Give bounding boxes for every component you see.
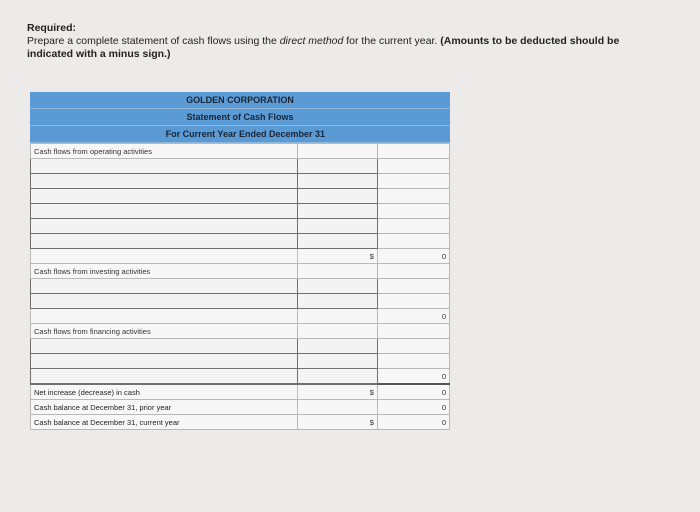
empty-cell (377, 324, 449, 339)
company-name: GOLDEN CORPORATION (30, 92, 450, 109)
net-change-value: 0 (377, 384, 449, 400)
operating-item-input[interactable] (31, 159, 298, 174)
empty-cell (377, 354, 449, 369)
empty-cell (377, 159, 449, 174)
operating-item-input[interactable] (31, 204, 298, 219)
empty-cell (31, 309, 298, 324)
operating-total: 0 (377, 249, 449, 264)
investing-amount-input[interactable] (297, 294, 377, 309)
financing-amount-input[interactable] (297, 339, 377, 354)
empty-cell (377, 219, 449, 234)
cash-flow-statement (30, 92, 450, 430)
empty-cell (377, 264, 449, 279)
financing-section-label: Cash flows from financing activities (31, 324, 298, 339)
financing-item-input[interactable] (31, 339, 298, 354)
net-change-currency: $ (297, 384, 377, 400)
investing-item-input[interactable] (31, 279, 298, 294)
empty-cell (297, 324, 377, 339)
current-year-cash-value: 0 (377, 415, 449, 430)
net-change-label: Net increase (decrease) in cash (31, 384, 298, 400)
investing-total: 0 (377, 309, 449, 324)
empty-cell (31, 249, 298, 264)
financing-amount-input[interactable] (297, 369, 377, 385)
operating-item-input[interactable] (31, 219, 298, 234)
instruction-note-continued: indicated with a minus sign.) (27, 48, 171, 60)
empty-cell (377, 144, 449, 159)
empty-cell (377, 294, 449, 309)
operating-amount-input[interactable] (297, 189, 377, 204)
statement-period: For Current Year Ended December 31 (30, 126, 450, 143)
current-year-cash-label: Cash balance at December 31, current year (31, 415, 298, 430)
operating-total-currency: $ (297, 249, 377, 264)
operating-amount-input[interactable] (297, 234, 377, 249)
financing-item-input[interactable] (31, 369, 298, 385)
empty-cell (377, 279, 449, 294)
statement-title: Statement of Cash Flows (30, 109, 450, 126)
instruction-note: (Amounts to be deducted should be (440, 35, 620, 47)
operating-item-input[interactable] (31, 189, 298, 204)
operating-amount-input[interactable] (297, 204, 377, 219)
empty-cell (377, 339, 449, 354)
statement-table (30, 143, 450, 430)
operating-item-input[interactable] (31, 234, 298, 249)
prior-year-cash-label: Cash balance at December 31, prior year (31, 400, 298, 415)
current-year-cash-currency: $ (297, 415, 377, 430)
empty-cell (297, 144, 377, 159)
empty-cell (377, 204, 449, 219)
financing-total: 0 (377, 369, 449, 385)
empty-cell (297, 309, 377, 324)
operating-amount-input[interactable] (297, 219, 377, 234)
instructions (27, 22, 697, 61)
operating-section-label: Cash flows from operating activities (31, 144, 298, 159)
empty-cell (377, 234, 449, 249)
operating-item-input[interactable] (31, 174, 298, 189)
operating-amount-input[interactable] (297, 159, 377, 174)
investing-item-input[interactable] (31, 294, 298, 309)
empty-cell (297, 264, 377, 279)
investing-amount-input[interactable] (297, 279, 377, 294)
operating-amount-input[interactable] (297, 174, 377, 189)
instruction-text: Prepare a complete statement of cash flows using the direct method for the current year. (27, 35, 441, 47)
investing-section-label: Cash flows from investing activities (31, 264, 298, 279)
financing-item-input[interactable] (31, 354, 298, 369)
empty-cell (377, 174, 449, 189)
empty-cell (297, 400, 377, 415)
empty-cell (377, 189, 449, 204)
required-label: Required: (27, 22, 77, 34)
financing-amount-input[interactable] (297, 354, 377, 369)
prior-year-cash-value: 0 (377, 400, 449, 415)
